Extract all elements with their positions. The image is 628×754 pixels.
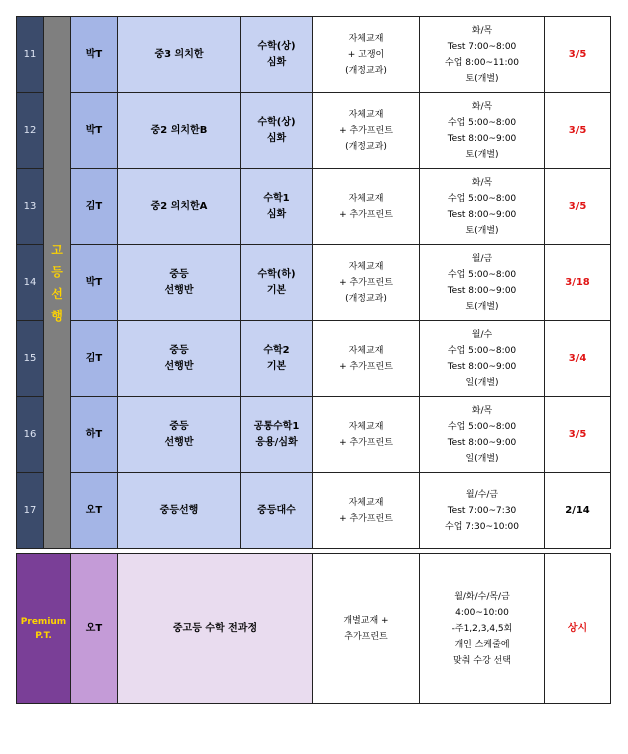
row-number: 16 [17, 397, 44, 473]
class-schedule-table [16, 16, 611, 704]
schedule-cell: 화/목 Test 7:00~8:00 수업 8:00~11:00 토(개별) [420, 17, 545, 93]
table-row [17, 473, 611, 549]
period-cell: 3/5 [545, 17, 611, 93]
row-number: 11 [17, 17, 44, 93]
teacher-cell: 박T [71, 245, 118, 321]
material-cell: 자체교재 + 추가프린트 [313, 169, 420, 245]
material-cell: 자체교재 + 추가프린트 (개정교과) [313, 93, 420, 169]
period-cell: 3/4 [545, 321, 611, 397]
row-number: 13 [17, 169, 44, 245]
material-cell: 자체교재 + 추가프린트 [313, 321, 420, 397]
row-number: 17 [17, 473, 44, 549]
premium-label: Premium P.T. [17, 554, 71, 704]
premium-teacher-cell: 오T [71, 554, 118, 704]
class-name-cell: 중2 의치한B [118, 93, 241, 169]
subject-cell: 수학1 심화 [241, 169, 313, 245]
schedule-cell: 월/금 수업 5:00~8:00 Test 8:00~9:00 토(개별) [420, 245, 545, 321]
premium-period-cell: 상시 [545, 554, 611, 704]
schedule-cell: 월/수/금 Test 7:00~7:30 수업 7:30~10:00 [420, 473, 545, 549]
teacher-cell: 하T [71, 397, 118, 473]
premium-schedule-cell: 월/화/수/목/금 4:00~10:00 -주1,2,3,4,5회 개인 스케줄에 맞춰 수강 선택 [420, 554, 545, 704]
period-cell: 3/18 [545, 245, 611, 321]
teacher-cell: 오T [71, 473, 118, 549]
teacher-cell: 박T [71, 93, 118, 169]
period-cell: 3/5 [545, 93, 611, 169]
material-cell: 자체교재 + 추가프린트 (개정교과) [313, 245, 420, 321]
subject-cell: 공통수학1 응용/심화 [241, 397, 313, 473]
table-row [17, 321, 611, 397]
schedule-cell: 화/목 수업 5:00~8:00 Test 8:00~9:00 토(개별) [420, 169, 545, 245]
subject-cell: 수학2 기본 [241, 321, 313, 397]
track-label: 고 등 선 행 [44, 17, 71, 549]
period-cell: 3/5 [545, 169, 611, 245]
material-cell: 자체교재 + 추가프린트 [313, 473, 420, 549]
row-number: 14 [17, 245, 44, 321]
subject-cell: 수학(하) 기본 [241, 245, 313, 321]
class-name-cell: 중등 선행반 [118, 245, 241, 321]
table-body [17, 17, 611, 704]
class-name-cell: 중등 선행반 [118, 321, 241, 397]
row-number: 12 [17, 93, 44, 169]
material-cell: 자체교재 + 고쟁이 (개정교과) [313, 17, 420, 93]
table-row [17, 169, 611, 245]
subject-cell: 수학(상) 심화 [241, 93, 313, 169]
period-cell: 2/14 [545, 473, 611, 549]
schedule-cell: 월/수 수업 5:00~8:00 Test 8:00~9:00 일(개별) [420, 321, 545, 397]
class-name-cell: 중등선행 [118, 473, 241, 549]
table-row [17, 93, 611, 169]
premium-class-cell: 중고등 수학 전과정 [118, 554, 313, 704]
schedule-cell: 화/목 수업 5:00~8:00 Test 8:00~9:00 일(개별) [420, 397, 545, 473]
teacher-cell: 김T [71, 169, 118, 245]
premium-row [17, 554, 611, 704]
table-row [17, 17, 611, 93]
subject-cell: 수학(상) 심화 [241, 17, 313, 93]
table-row [17, 397, 611, 473]
subject-cell: 중등대수 [241, 473, 313, 549]
period-cell: 3/5 [545, 397, 611, 473]
class-name-cell: 중3 의치한 [118, 17, 241, 93]
class-name-cell: 중2 의치한A [118, 169, 241, 245]
schedule-cell: 화/목 수업 5:00~8:00 Test 8:00~9:00 토(개별) [420, 93, 545, 169]
material-cell: 자체교재 + 추가프린트 [313, 397, 420, 473]
premium-material-cell: 개별교재 + 추가프린트 [313, 554, 420, 704]
teacher-cell: 박T [71, 17, 118, 93]
row-number: 15 [17, 321, 44, 397]
table-row [17, 245, 611, 321]
class-name-cell: 중등 선행반 [118, 397, 241, 473]
teacher-cell: 김T [71, 321, 118, 397]
